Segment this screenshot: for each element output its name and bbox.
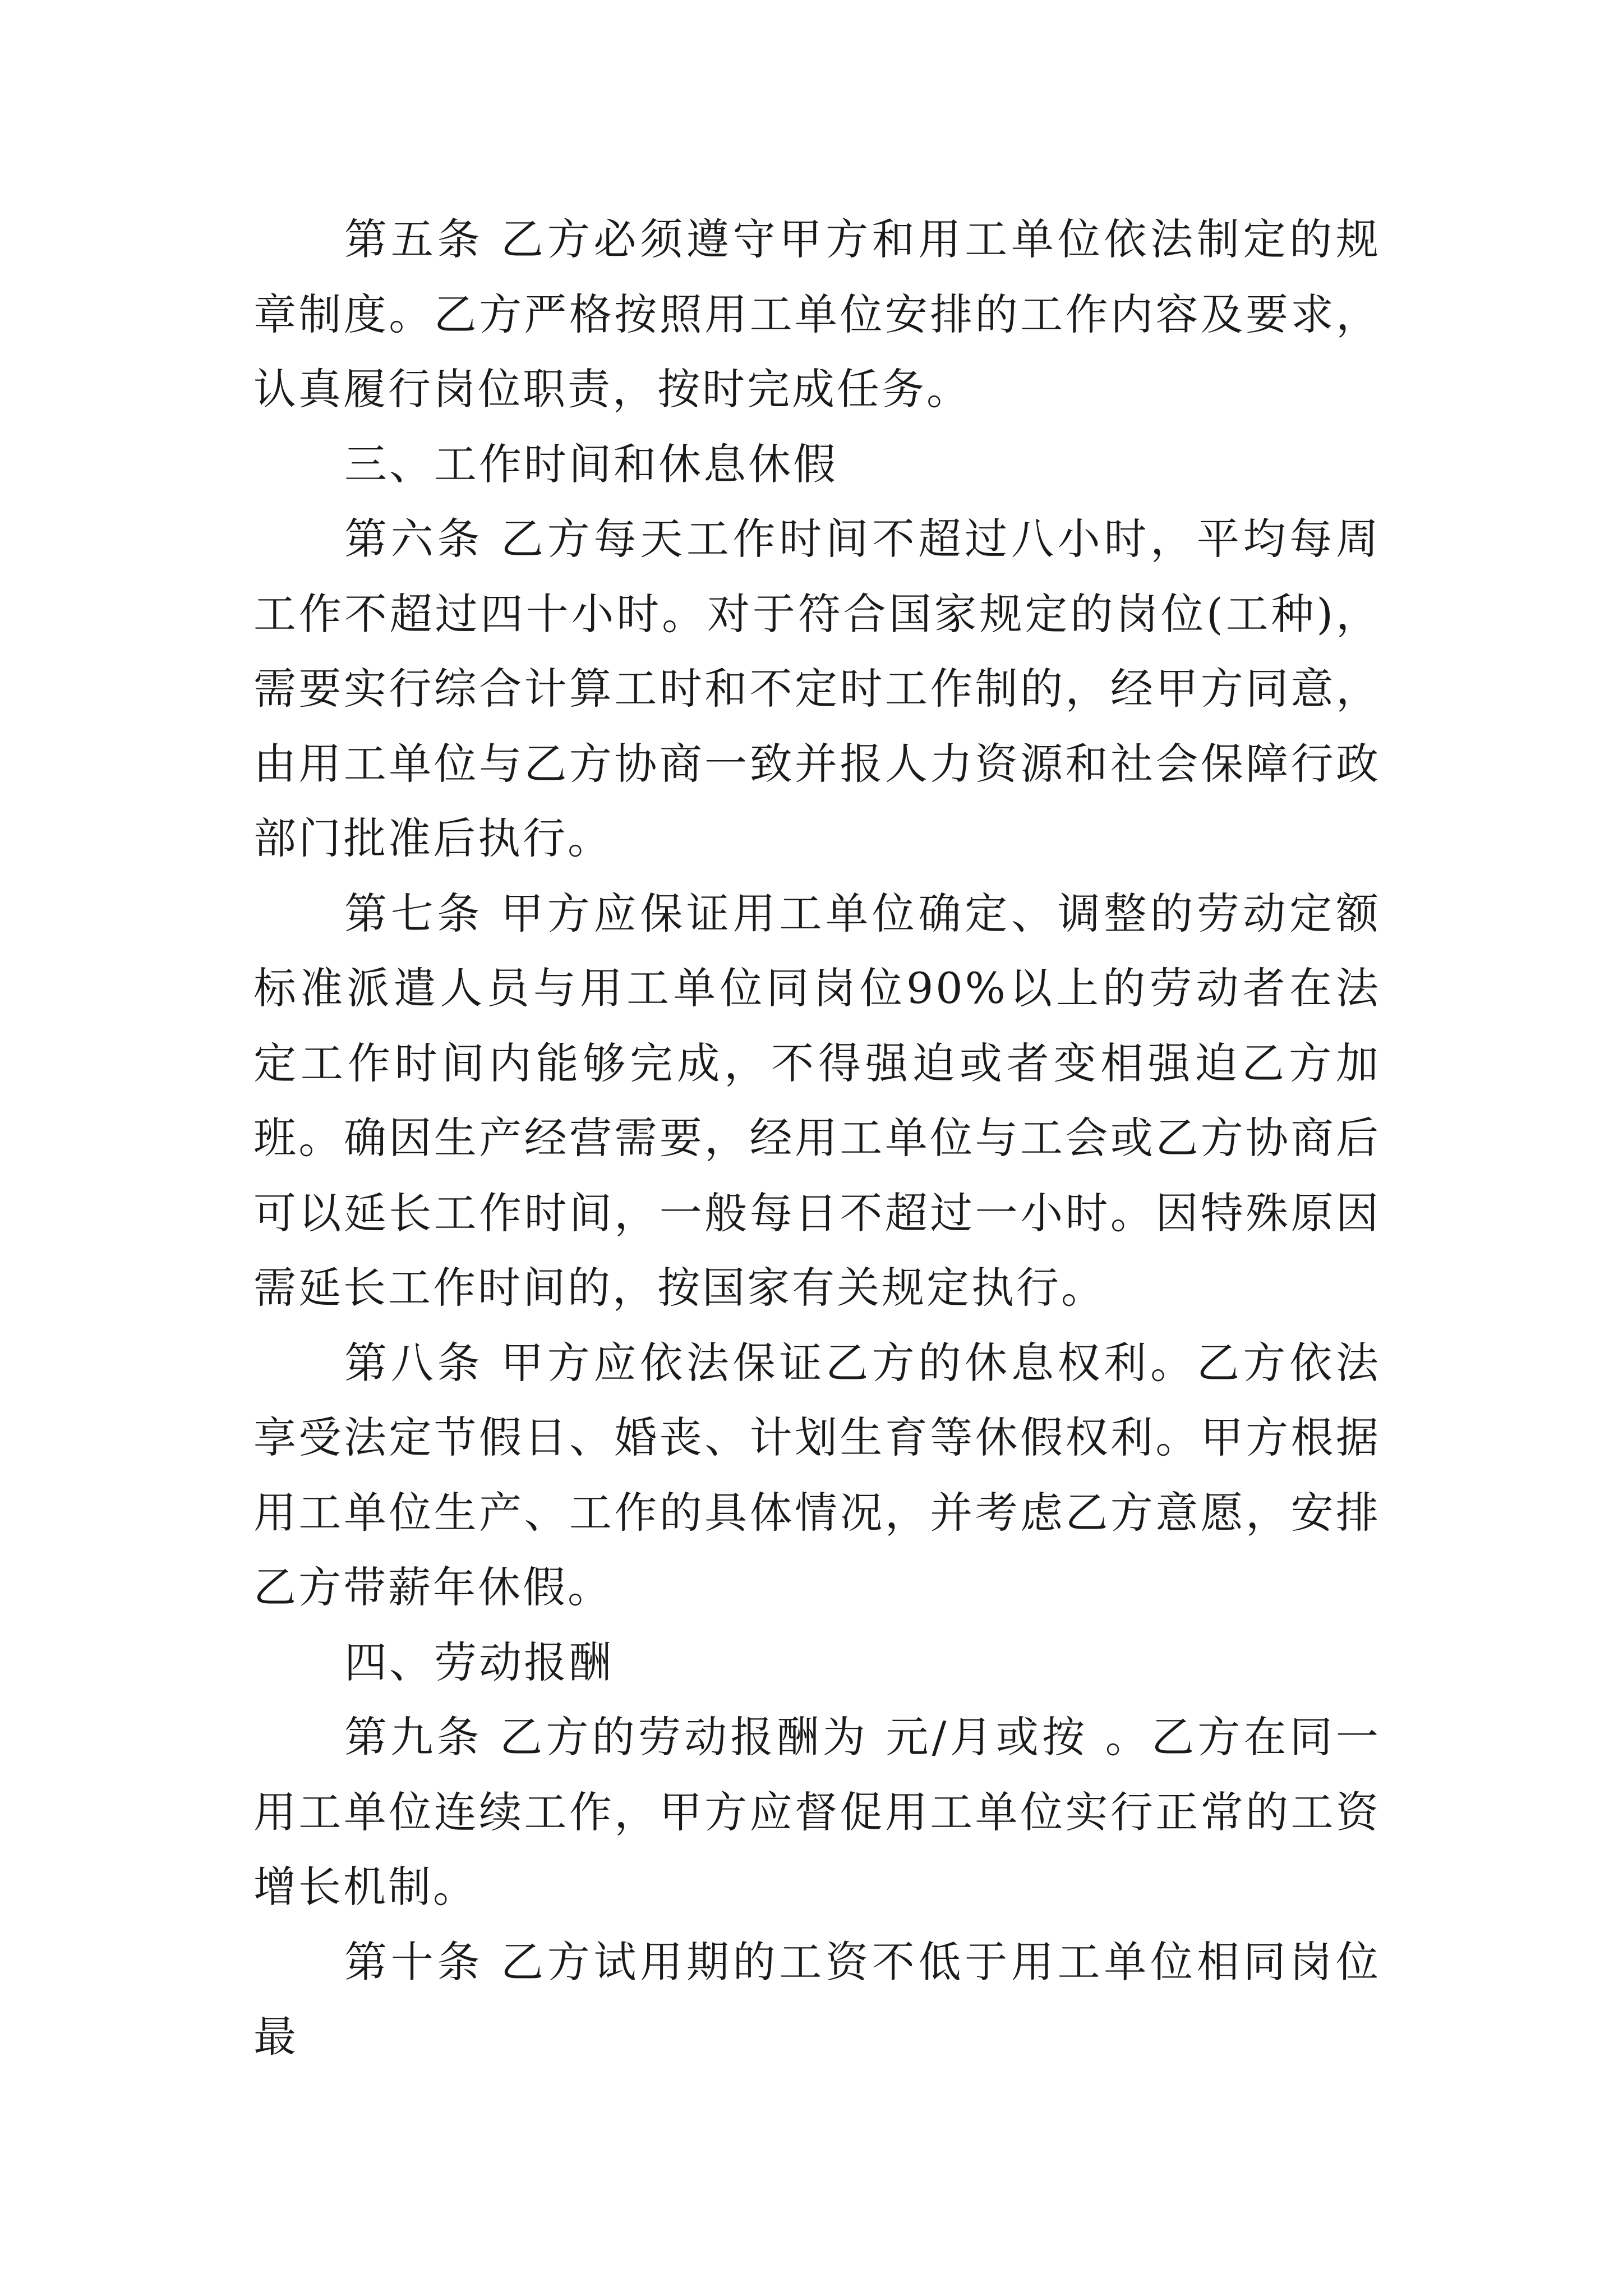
section-heading-remuneration: 四、劳动报酬 xyxy=(344,1637,614,1687)
article-6: 第六条 乙方每天工作时间不超过八小时，平均每周工作不超过四十小时。对于符合国家规定的岗位(工种)，需要实行综合计算工时和不定时工作制的，经甲方同意，由用工单位与乙方协商一致并报人力资源和社会保障行政部门批准后执行。 xyxy=(253,514,1381,863)
article-10: 第十条 乙方试用期的工资不低于用工单位相同岗位最 xyxy=(253,1936,1381,2062)
article-9: 第九条 乙方的劳动报酬为 元/月或按 。乙方在同一用工单位连续工作，甲方应督促用工单位实行正常的工资增长机制。 xyxy=(253,1712,1381,1912)
section-heading-work-time: 三、工作时间和休息休假 xyxy=(344,439,838,489)
article-8: 第八条 甲方应依法保证乙方的休息权利。乙方依法享受法定节假日、婚丧、计划生育等休假权利。甲方根据用工单位生产、工作的具体情况，并考虑乙方意愿，安排乙方带薪年休假。 xyxy=(253,1337,1381,1612)
document-body xyxy=(253,202,1381,2074)
article-5: 第五条 乙方必须遵守甲方和用工单位依法制定的规章制度。乙方严格按照用工单位安排的工作内容及要求，认真履行岗位职责，按时完成任务。 xyxy=(253,214,1381,414)
article-7: 第七条 甲方应保证用工单位确定、调整的劳动定额标准派遣人员与用工单位同岗位90%以上的劳动者在法定工作时间内能够完成，不得强迫或者变相强迫乙方加班。确因生产经营需要，经用工单位与工会或乙方协商后可以延长工作时间，一般每日不超过一小时。因特殊原因需延长工作时间的，按国家有关规定执行。 xyxy=(253,888,1381,1313)
